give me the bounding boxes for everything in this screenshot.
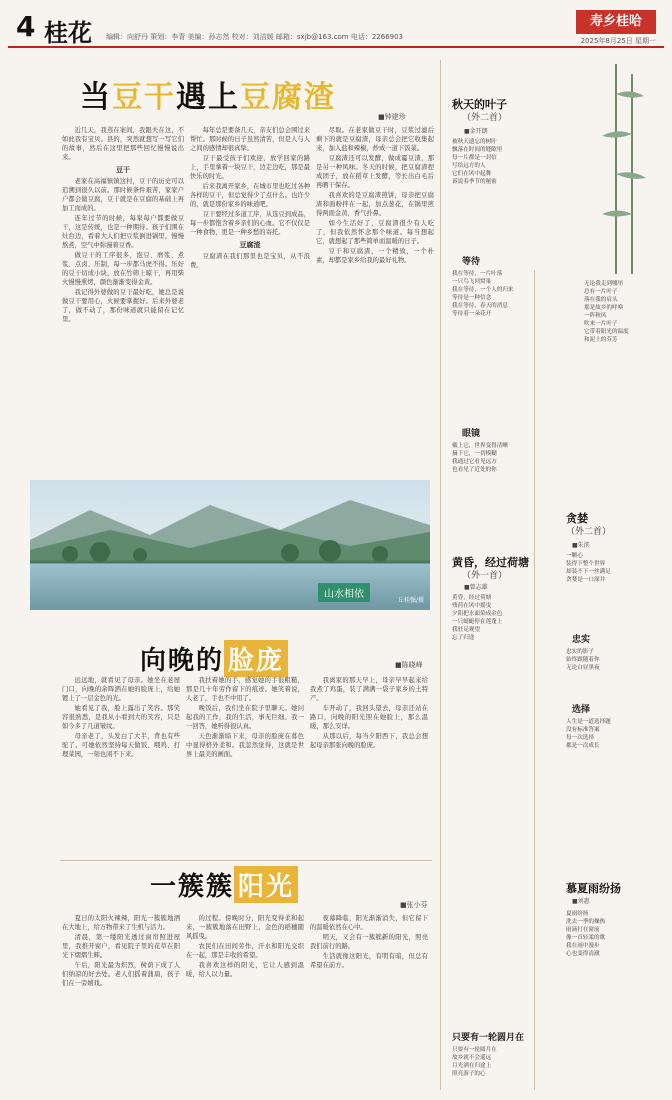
poem-line: 它带着阳光的温度 (584, 329, 629, 335)
poem4-author: ■刘惠 (572, 898, 590, 905)
staff-line: 编辑：向舒丹 策划：李青 美编：孙志然 校对：刘洁媛 邮箱：sxjb@163.com 电话：2266903 (106, 33, 404, 41)
poem3-sub: （外二首） (566, 527, 612, 537)
poem-section-title: 选择 (572, 705, 591, 715)
poem-section-body (452, 1046, 528, 1078)
poem-line: 无论我走到哪里 (584, 281, 624, 287)
poem-line: 我在等待，一片叶落 (452, 271, 503, 277)
poem-line: 飘落在时间的缝隙里 (452, 147, 503, 153)
poem-section-title: 只要有一轮圆月在 (452, 1033, 525, 1043)
poem-section-body (566, 648, 656, 672)
poem-line: 始终跟随着你 (566, 657, 600, 663)
paragraph: 明天，又会有一簇簇新的阳光，照亮我们前行的路。 (310, 934, 428, 950)
paragraph: 天色渐渐暗下来，母亲的脸庞在暮色中显得格外柔和。我忽然觉得，这就是世界上最美的画面。 (186, 733, 304, 758)
poem-line: 只要有一轮圆月在 (452, 1047, 497, 1053)
paragraph: 豆腐渣在我们那里也是宝贝，从不浪费。 (190, 253, 310, 269)
article1-author: ■钟建珍 (378, 113, 406, 121)
landscape-illustration (30, 480, 430, 610)
poem-line: 每一次选择 (566, 735, 594, 741)
poem-section-body (452, 442, 528, 474)
poem-line: 等待着一朵花开 (452, 311, 492, 317)
article1-col1 (62, 126, 184, 470)
paragraph: 我扶着她的手，感觉她的手很粗糙，那是几十年劳作留下的痕迹。她笑着说，人老了，手也不中用了。 (186, 677, 304, 702)
poem-line: 装得下整个世界 (566, 561, 606, 567)
poem3-author: ■朱滨 (572, 542, 590, 549)
poem-line: 我在等待，一个人的归来 (452, 287, 514, 293)
poem-line: 忠实的影子 (566, 649, 594, 655)
poem-section-body (452, 270, 528, 318)
poem-line: 照亮游子的心 (452, 1071, 486, 1077)
poem-line: 却装不下一丝满足 (566, 569, 611, 575)
article1-title (80, 72, 410, 116)
title-part-highlight: 豆腐渣 (240, 80, 336, 115)
poem-line: 忘了归途 (452, 635, 475, 641)
landscape-photo (30, 480, 430, 610)
poem1-title: 秋天的叶子 (452, 98, 507, 111)
title-part: 一簇簇 (150, 872, 235, 902)
dateline: 2025年8月25日 星期一 (580, 37, 656, 45)
paragraph: 我喜欢的是豆腐渣煎饼，母亲把豆腐渣和面粉拌在一起，加点葱花，在锅里煎得两面金黄，香气扑鼻。 (316, 192, 434, 217)
paragraph: 豆腐渣还可以发酵，做成霉豆渣，那是另一种风味。冬天的时候，把豆腐渣捏成团子，放在稻草上发酵，等长出白毛后再晒干保存。 (316, 155, 434, 189)
poem-line: 像一首轻柔的歌 (566, 935, 606, 941)
paragraph: 夜幕降临，阳光渐渐消失，但它留下的温暖依然在心中。 (310, 915, 428, 931)
poem-line: 贪婪是一口深井 (566, 577, 606, 583)
paragraph: 车开动了，我回头望去，母亲还站在路口，向晚的阳光照在她脸上，那么温暖，那么安详。 (310, 705, 428, 730)
poem-section-title: 眼镜 (462, 429, 481, 439)
paragraph: 近几天，我蒸在案间，我跟夫在这，不如此我有宝贝。县的，突然就想写一写它们的故事，然后在这里把那些回忆慢慢说出来。 (62, 127, 184, 161)
article3-title (150, 866, 298, 903)
article1-col2 (190, 126, 310, 470)
paragraph: 老家在高福镇镇这村，豆干的历史可以追溯到很久以前。那时候条件艰苦，家家户户都会做豆腐，豆干就是在豆腐的基础上再加工而成的。 (62, 178, 184, 212)
poem-line: 黄昏，经过荷塘 (452, 595, 492, 601)
paragraph: 我喜欢这样的阳光，它让人感到温暖，给人以力量。 (186, 962, 304, 978)
poem-line: 总有一片叶子 (584, 289, 618, 295)
poem-line: 每一片都是一封信 (452, 155, 497, 161)
paragraph: 午后，阳光最为炽烈，树荫下成了人们纳凉的好去处。老人们摇着蒲扇，孩子们在一旁嬉戏。 (62, 962, 180, 987)
article3-author: ■张小芬 (400, 901, 428, 909)
title-part: 向晚的 (140, 646, 225, 676)
poem-section-body (566, 718, 656, 750)
article3-col2 (186, 914, 304, 1090)
article2-author: ■陈晓峰 (395, 661, 423, 669)
poem4-body (566, 910, 656, 958)
poem-line: 一只鸟飞回窝巢 (452, 279, 492, 285)
poem-line: 残荷在风中摇曳 (452, 603, 492, 609)
section-divider (60, 860, 432, 861)
paragraph: 每年总是要备几天，亲友们总会围过来帮忙。那时候的日子虽然清苦，但是人与人之间的感情却很真挚。 (190, 127, 310, 152)
paragraph: 晚饭后，我们坐在院子里聊天。她问起我的工作，我的生活，事无巨细。我一一回答，她听得很认真。 (186, 705, 304, 730)
paragraph: 夏日的太阳火辣辣，阳光一簇簇地洒在大地上，给万物带来了生机与活力。 (62, 915, 180, 931)
poem2-title: 黄昏，经过荷塘 (452, 556, 529, 569)
article3-col1 (62, 914, 180, 1090)
subhead: 豆干 (116, 165, 130, 174)
poem-line: 我通过它看见远方 (452, 459, 497, 465)
article2-col2 (186, 676, 304, 854)
poem-line: 无论白昼黑夜 (566, 665, 600, 671)
page-title: 桂花 (44, 19, 92, 47)
poem-line: 洗去一季的燥热 (566, 919, 606, 925)
poem3-title: 贪婪 (566, 512, 588, 525)
poem-line: 故乡就不会遥远 (452, 1055, 492, 1061)
brand-logo: 寿乡桂哈 (576, 10, 656, 34)
right-verse (584, 280, 664, 344)
paragraph: 农民们在田间劳作，汗水和阳光交织在一起，那是丰收的希望。 (186, 943, 304, 959)
paragraph: 母亲老了，头发白了大半，背也有些驼了。可她依然坚持每天做饭、喂鸡、打理菜园，一刻也闲不下来。 (62, 733, 180, 758)
poem3-body (566, 552, 656, 584)
poem-line: 戴上它，世界变得清晰 (452, 443, 508, 449)
poem-line: 夕阳把水面染成金色 (452, 611, 503, 617)
poem-line: 夏雨纷扬 (566, 911, 589, 917)
paragraph: 如今生活好了，豆腐渣很少有人吃了，但我依然怀念那个味道。每当想起它，就想起了那些简单而温暖的日子。 (316, 220, 434, 245)
paragraph: 豆干要经过多道工序，从选豆到成品，每一步都饱含着乡亲们的心血。它不仅仅是一种食物，更是一种乡愁的寄托。 (190, 211, 310, 236)
poem-line: 和泥土的芬芳 (584, 337, 618, 343)
photo-tag: 山水相依 (318, 583, 370, 602)
title-part: 遇上 (176, 80, 240, 115)
title-part-highlight: 阳光 (234, 866, 298, 903)
poem-line: 那是故乡的呼唤 (584, 305, 624, 311)
poem-line: 心也变得清澈 (566, 951, 600, 957)
poem-line: 人生是一道选择题 (566, 719, 611, 725)
poem-line: 一颗心 (566, 553, 583, 559)
poem-line: 写给远方的人 (452, 163, 486, 169)
poem2-body (452, 594, 528, 642)
paragraph: 远远地，就看见了母亲。她坐在老屋门口，向晚的余晖洒在她的脸庞上，给她镀上了一层金色的光。 (62, 677, 180, 702)
poem-line: 被秋天遗忘的树叶 (452, 139, 497, 145)
paragraph: 从那以后，每当夕阳西下，我总会想起母亲那张向晚的脸庞。 (310, 733, 428, 749)
poem-line: 等待是一种信念 (452, 295, 492, 301)
poem-line: 一阵秋风 (584, 313, 607, 319)
poem-line: 我驻足观望 (452, 627, 480, 633)
poem-line: 落在我的肩头 (584, 297, 618, 303)
subhead: 豆腐渣 (239, 240, 261, 249)
poem-line: 月光洒在归途上 (452, 1063, 492, 1069)
poem1-body (452, 138, 528, 186)
paragraph: 她看见了我，脸上露出了笑容。那笑容很熟悉，是我从小看到大的笑容，只是如今多了几道皱纹。 (62, 705, 180, 730)
article2-col1 (62, 676, 180, 854)
poem-line: 摘下它，一切模糊 (452, 451, 497, 457)
poem-line: 没有标准答案 (566, 727, 600, 733)
paragraph: 的过程。傍晚时分，阳光变得柔和起来，一簇簇地落在田野上，金色的稻穗随风摇曳。 (186, 915, 304, 940)
poem2-sub: （外一首） (462, 571, 508, 581)
poem-section-title: 等待 (462, 257, 481, 267)
column-divider (440, 60, 441, 1090)
poem1-author: ■金开朗 (464, 128, 488, 135)
page-header (8, 4, 664, 48)
paragraph: 我记得外婆做的豆干最好吃，她总是说做豆干要用心，火候要掌握好。后来外婆老了，做不动了，那份味道就只能留在记忆里。 (62, 289, 184, 323)
title-part-highlight: 脸庞 (224, 640, 288, 677)
paragraph: 生活就像这阳光，有明有暗，但总有希望在前方。 (310, 953, 428, 969)
paragraph: 我离家的那天早上，母亲早早起来给我煮了鸡蛋，装了满满一袋子家乡的土特产。 (310, 677, 428, 702)
poem-line: 雨滴打在窗前 (566, 927, 600, 933)
poem2-author: ■曾志雄 (464, 584, 488, 591)
poem-line: 一只蜻蜓停在莲蓬上 (452, 619, 503, 625)
poem-line: 它们在风中起舞 (452, 171, 492, 177)
title-part-highlight: 豆干 (112, 80, 176, 115)
photo-credit: 丘桂强/摄 (397, 597, 424, 604)
paragraph: 后来我离开家乡，在城市里也吃过各种各样的豆干，但总觉得少了点什么。也许少的，就是那份家乡的味道吧。 (190, 183, 310, 208)
poem-line: 我在雨中漫步 (566, 943, 600, 949)
poem1-sub: （外二首） (462, 113, 508, 123)
poem-section-title: 忠实 (572, 635, 591, 645)
poem-line: 都是一次成长 (566, 743, 600, 749)
title-part: 当 (80, 80, 112, 115)
poem-line: 吹来一片叶子 (584, 321, 618, 327)
paragraph: 做豆干的工序很多，泡豆、磨浆、煮浆、点卤、压制，每一步都马虎不得。压好的豆干切成小块，放在竹筛上晾干，再用柴火慢慢熏烤，颜色渐渐变得金黄。 (62, 252, 184, 286)
article2-title (140, 640, 288, 677)
poem-line: 诉说着季节的秘密 (452, 179, 497, 185)
paragraph: 豆干和豆腐渣，一个精致，一个朴素，却都是家乡给我的最好礼物。 (316, 248, 434, 264)
poem4-title: 慕夏雨纷扬 (566, 882, 621, 895)
poem-line: 也看见了近处的你 (452, 467, 497, 473)
paragraph: 连年过节的时候，每家每户都要做豆干，这是传统，也是一种期待。孩子们围在灶台边，看着大人们把豆浆倒进锅里，慢慢熬煮，空气中弥漫着豆香。 (62, 215, 184, 249)
paragraph: 清晨，第一缕阳光透过窗帘照进屋里，我推开窗户，看见院子里的花草在阳光下熠熠生辉。 (62, 934, 180, 959)
bamboo-illustration (596, 64, 656, 274)
paragraph: 尽取。在老家做豆干时，豆浆过滤后剩下的就是豆腐渣，母亲总会把它收集起来，加入盐和辣椒，炒成一道下饭菜。 (316, 127, 434, 152)
page-number: 4 (16, 10, 36, 43)
article1-col3 (316, 126, 434, 470)
column-divider (534, 270, 535, 1090)
poem-line: 我在等待，春天的消息 (452, 303, 508, 309)
article3-col3 (310, 914, 428, 1090)
article2-col3 (310, 676, 428, 854)
paragraph: 豆干最受孩子们欢迎，放学回家的路上，手里拿着一块豆干，边走边吃，那是最快乐的时光。 (190, 155, 310, 180)
